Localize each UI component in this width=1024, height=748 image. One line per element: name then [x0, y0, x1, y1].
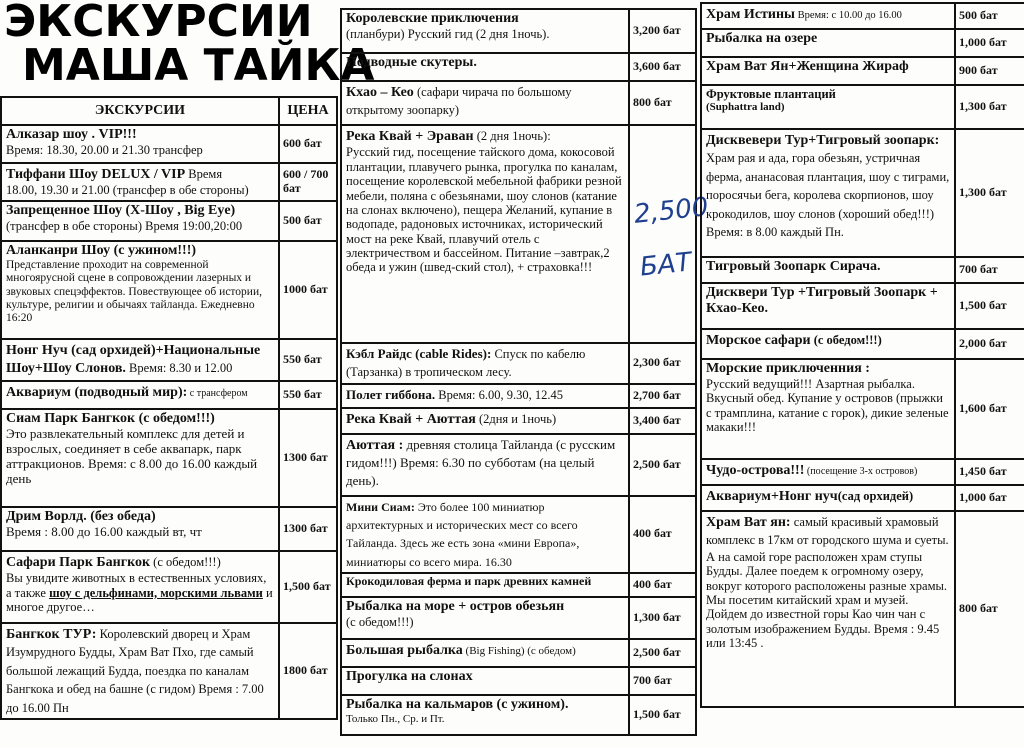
excursion-name: Тигровый Зоопарк Сирача.	[706, 259, 881, 274]
table-row	[701, 329, 1024, 359]
excursion-price: 500 бат	[955, 3, 1024, 29]
table-row	[701, 29, 1024, 57]
excursion-price: 1300 бат	[279, 409, 337, 507]
excursion-name: Тиффани Шоу DELUX / VIP	[6, 167, 186, 182]
excursion-desc-inline: (2 дня 1ночь):	[473, 129, 551, 143]
excursion-desc-inline: (2дня и 1ночь)	[475, 411, 557, 426]
excursion-desc: (с обедом!!!)	[346, 615, 414, 630]
excursion-name: Аюттая :	[346, 437, 404, 453]
table-row	[701, 3, 1024, 29]
excursion-name: Нонг Нуч (сад орхидей)+Национальные Шоу+Шоу Слонов.	[6, 343, 261, 377]
excursion-name: Река Квай + Эраван	[346, 129, 474, 144]
table-row	[1, 381, 337, 409]
right-excursion-table	[700, 2, 1024, 708]
table-row	[341, 434, 696, 496]
excursion-price: 1,500 бат	[279, 551, 337, 623]
table-row	[701, 57, 1024, 85]
excursion-desc-highlight: шоу с дельфинами, морскими львами	[49, 585, 263, 600]
excursion-price: 1,450 бат	[955, 459, 1024, 485]
excursion-desc-inline: Время	[185, 167, 223, 181]
table-row	[1, 125, 337, 163]
table-row	[341, 81, 696, 125]
excursion-desc-inline: Храм рая и ада, гора обезьян, устричная ферма, ананасовая плантация, шоу с тиграми, поросячьи бега, королева скорпионов, шоу крокодилов, шоу слонов (хороший обед!!!) Время: в 8.00 каждый Пн.	[706, 151, 950, 239]
table-row	[701, 85, 1024, 129]
excursion-price	[629, 125, 696, 343]
excursion-desc: Представление проходит на современной многоярусной сцене в сопровождении лазерных и звуковых спецэффектов. Повествующее об истории, культуре, религии и обычаях тайланда. Ежедневно 16:20	[6, 259, 262, 324]
excursion-name: Храм Ват Ян+Женщина Жираф	[706, 59, 909, 74]
excursion-desc-inline: Спуск по кабелю (Тарзанка) в тропическом лесу.	[346, 347, 586, 380]
table-row	[341, 667, 696, 695]
title-line-2: МАША ТАЙКА	[22, 40, 375, 91]
excursion-desc: Только Пн., Ср. и Пт.	[346, 713, 445, 726]
excursion-desc: Русский ведущий!!! Азартная рыбалка. Вкусный обед. Купание у островов (прыжки с трамплина, катание с горок), дикие зеленые макаки!!!	[706, 377, 949, 435]
excursion-desc-inline: древняя столица Тайланда (с русским гидом!!!) Время: 6.30 по субботам (на целый день).	[346, 436, 616, 489]
excursion-name: Дисквери Тур +Тигровый Зоопарк + Кхао-Кео.	[706, 285, 938, 317]
table-row	[701, 257, 1024, 283]
excursion-name: Сиам Парк Бангкок (с обедом!!!)	[6, 411, 215, 426]
excursion-desc: (планбури) Русский гид (2 дня 1ночь).	[346, 27, 550, 42]
excursion-price: 1,300 бат	[955, 129, 1024, 257]
excursion-desc: 18.00, 19.30 и 21.00 (трансфер в обе стороны)	[6, 183, 249, 198]
excursion-name: Мини Сиам:	[346, 499, 415, 514]
excursion-price: 550 бат	[279, 339, 337, 381]
excursion-price: 600 / 700 бат	[279, 163, 337, 201]
excursion-price: 3,200 бат	[629, 9, 696, 53]
excursion-name: Морское сафари	[706, 333, 811, 348]
excursion-price: 1000 бат	[279, 241, 337, 339]
excursion-desc-inline: (сафари чирача по большому открытому зоопарку)	[346, 85, 572, 118]
table-row	[701, 359, 1024, 459]
excursion-price: 1,300 бат	[629, 597, 696, 639]
excursion-desc: Русский гид, посещение тайского дома, кокосовой плантации, плавучего рынка, прогулка по каналам, посещение королевской мебельной фабрики резной мебели, поляна с обезьянами, шоу слонов (катание на слонах включено), пещера Желаний, купание в водопаде, радоновых источниках, исторический мост на реке Квай, плавучий отель с электричеством и бассейном. Питание –завтрак,2 обеда и ужин (швед-ский стол), + страховка!!!	[346, 145, 622, 275]
excursion-desc-inline: (Big Fishing) (с обедом)	[462, 644, 576, 657]
table-row	[1, 339, 337, 381]
excursion-price: 2,700 бат	[629, 384, 696, 408]
excursion-price: 1,600 бат	[955, 359, 1024, 459]
excursion-price: 500 бат	[279, 201, 337, 241]
excursion-name: Запрещенное Шоу (Х-Шоу , Big Eye)	[6, 203, 236, 218]
excursion-name: Дрим Ворлд. (без обеда)	[6, 509, 156, 524]
table-row	[701, 129, 1024, 257]
excursion-desc-inline: Это более 100 миниатюр архитектурных и исторических мест со всего Тайланда. Здесь же есть зона «мини Европа», миниатюры со всего мира. 16.30	[346, 499, 580, 569]
excursion-desc-inline: (с обедом!!!)	[150, 555, 221, 569]
excursion-desc-end: и многое другое…	[6, 585, 273, 615]
excursion-price: 700 бат	[629, 667, 696, 695]
excursion-name: Алказар шоу . VIP!!!	[6, 127, 137, 142]
excursion-price: 1,000 бат	[955, 485, 1024, 511]
excursion-price: 800 бат	[629, 81, 696, 125]
excursion-desc: Вы увидите животных в естественных условиях, а также	[6, 571, 267, 600]
table-row	[1, 241, 337, 339]
excursion-price: 1,300 бат	[955, 85, 1024, 129]
header-excursions: ЭКСКУРСИИ	[1, 97, 279, 125]
header-price: ЦЕНА	[279, 97, 337, 125]
left-excursion-table	[0, 96, 338, 720]
excursion-desc: А на самой горе расположен храм ступы Будды. Далее поедем к огромному озеру, вокруг которого расположены разные храмы. Мы посетим китайский храм и музей. Дойдем до известной горы Као чин чан с золотым изображением Будды. Время : 9.45 или 13:45 .	[706, 549, 947, 651]
table-header	[1, 97, 337, 125]
excursion-name: Королевские приключения	[346, 11, 519, 26]
excursion-price: 1800 бат	[279, 623, 337, 719]
excursion-name: Рыбалка на озере	[706, 31, 818, 46]
excursion-name: Фруктовые плантаций	[706, 87, 836, 101]
excursion-price: 400 бат	[629, 496, 696, 574]
excursion-price: 3,400 бат	[629, 408, 696, 434]
excursion-name: Аквариум+Нонг нуч	[706, 489, 838, 504]
excursion-desc: Это развлекательный комплекс для детей и взрослых, соединяет в себе аквапарк, парк аттракционов. Время: с 8.00 до 16.00 каждый день	[6, 426, 258, 486]
excursion-price: 1,500 бат	[629, 695, 696, 735]
excursion-desc-inline: с трансфером	[187, 388, 248, 399]
table-row	[341, 9, 696, 53]
table-row	[341, 573, 696, 597]
excursion-name: Прогулка на слонах	[346, 668, 473, 684]
excursion-desc: Время: 18.30, 20.00 и 21.30 трансфер	[6, 143, 203, 158]
table-row	[1, 163, 337, 201]
table-row	[701, 283, 1024, 329]
excursion-name: Крокодиловая ферма и парк древних камней	[346, 574, 592, 589]
excursion-price: 900 бат	[955, 57, 1024, 85]
excursion-price: 400 бат	[629, 573, 696, 597]
table-row	[341, 408, 696, 434]
excursion-name: Дисквевери Тур+Тигровый зоопарк:	[706, 133, 940, 148]
excursion-price: 1,000 бат	[955, 29, 1024, 57]
excursion-desc: Время : 8.00 до 16.00 каждый вт, чт	[6, 524, 202, 540]
excursion-name: Храм Истины	[706, 7, 795, 22]
excursion-name: Полет гиббона.	[346, 386, 436, 402]
excursion-price: 3,600 бат	[629, 53, 696, 81]
excursion-name: Подводные скутеры.	[346, 55, 477, 70]
excursion-price: 2,500 бат	[629, 639, 696, 667]
table-row	[1, 507, 337, 551]
table-row	[341, 496, 696, 574]
excursion-desc-inline: Время: 8.30 и 12.00	[125, 361, 233, 376]
table-row	[341, 53, 696, 81]
excursion-price: 2,000 бат	[955, 329, 1024, 359]
excursion-name: Аквариум (подводный мир):	[6, 385, 188, 400]
excursion-desc: (Suphattra land)	[706, 101, 785, 114]
excursion-price: 1300 бат	[279, 507, 337, 551]
title-line-1: ЭКСКУРСИИ	[4, 0, 313, 47]
excursion-price: 550 бат	[279, 381, 337, 409]
excursion-name: Рыбалка на кальмаров (с ужином).	[346, 696, 569, 712]
table-row	[701, 511, 1024, 707]
excursion-name: Большая рыбалка	[346, 642, 463, 658]
excursion-name: Кхао – Кео	[346, 85, 414, 100]
excursion-desc-inline: Время: с 10.00 до 16.00	[794, 10, 902, 21]
excursion-name: Храм Ват ян:	[706, 515, 791, 530]
table-row	[341, 695, 696, 735]
excursion-name: Сафари Парк Бангкок	[6, 555, 151, 570]
excursion-name: Кэбл Райдс (cable Rides):	[346, 346, 492, 361]
excursion-desc-inline: Время: 6.00, 9.30, 12.45	[435, 387, 564, 402]
table-row	[1, 409, 337, 507]
excursion-desc: (трансфер в обе стороны) Время 19:00,20:00	[6, 219, 243, 234]
handwritten-currency: БАТ	[638, 247, 693, 283]
handwritten-price: 2,500	[632, 192, 710, 230]
excursion-name: Чудо-острова!!!	[706, 463, 805, 478]
excursion-name: Аланканри Шоу (с ужином!!!)	[6, 243, 197, 258]
table-row	[341, 384, 696, 408]
excursion-name: Морские приключенния :	[706, 361, 870, 376]
table-row	[341, 597, 696, 639]
excursion-desc-inline: самый красивый храмовый комплекс в 17км от городского шума и суеты.	[706, 515, 949, 548]
table-row	[1, 201, 337, 241]
excursion-price: 1,500 бат	[955, 283, 1024, 329]
excursion-name: Река Квай + Аюттая	[346, 411, 476, 427]
excursion-desc-inline: (сад орхидей)	[837, 489, 914, 503]
excursion-name: Бангкок ТУР:	[6, 627, 97, 642]
table-row	[341, 639, 696, 667]
excursion-desc-inline: (посещение 3-х островов)	[804, 466, 918, 477]
excursion-desc-inline: (с обедом!!!)	[810, 333, 882, 347]
excursion-price: 2,500 бат	[629, 434, 696, 496]
table-row	[701, 485, 1024, 511]
table-row	[341, 125, 696, 343]
table-row	[341, 343, 696, 384]
excursion-name: Рыбалка на море + остров обезьян	[346, 598, 565, 614]
middle-excursion-table	[340, 8, 697, 736]
excursion-price: 800 бат	[955, 511, 1024, 707]
table-row	[1, 623, 337, 719]
table-row	[701, 459, 1024, 485]
excursion-price: 700 бат	[955, 257, 1024, 283]
excursion-price: 600 бат	[279, 125, 337, 163]
excursion-price: 2,300 бат	[629, 343, 696, 384]
excursion-desc-inline: Королевский дворец и Храм Изумрудного Будды, Храм Ват Пхо, где самый большой лежащий Будда, поездка по каналам Бангкока и обед на башне (с гидом) Время : 7.00 до 16.00 Пн	[6, 627, 264, 715]
table-row	[1, 551, 337, 623]
